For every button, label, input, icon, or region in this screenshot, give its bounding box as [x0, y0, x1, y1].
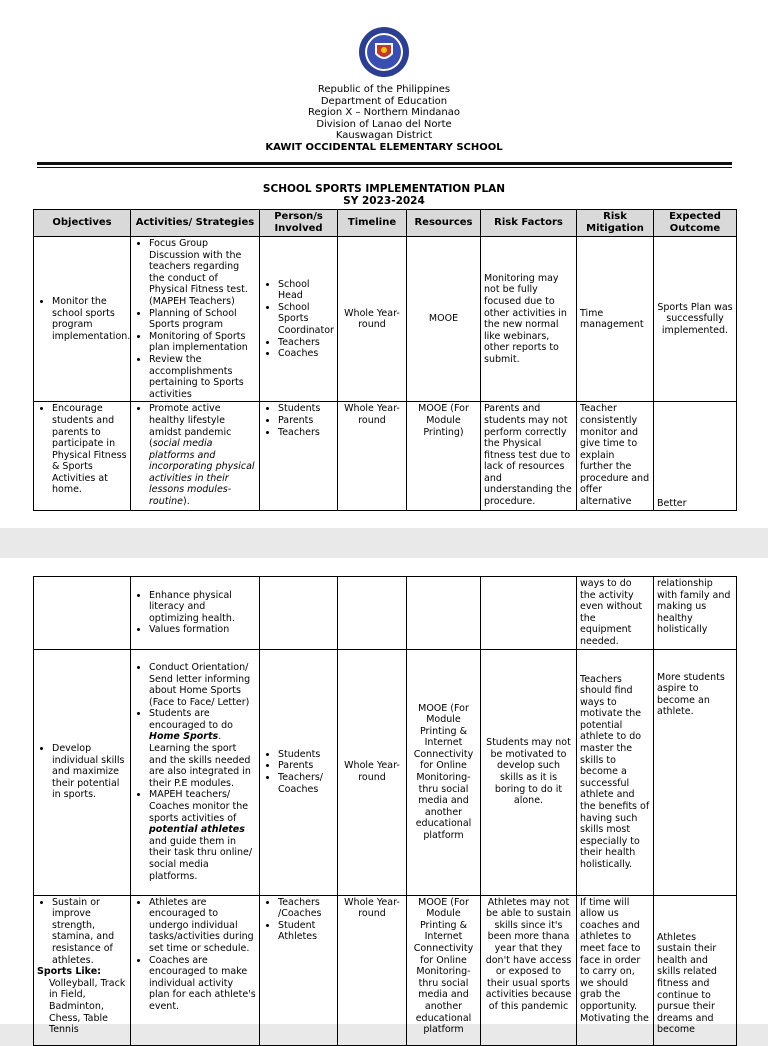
cell-objective: • Encourage students and parents to participate in Physical Fitness & Sports Activities at home.	[34, 402, 131, 511]
cell-resources: MOOE	[407, 237, 481, 402]
cell-persons: • Teachers /Coaches • Student Athletes	[260, 895, 338, 1045]
cell-risk: Athletes may not be able to sustain skills since it's been more thana year that they don't have access or exposed to their usual sports activities because of this pandemic	[481, 895, 577, 1045]
cell-outcome: Sports Plan was successfully implemented.	[654, 237, 737, 402]
deped-seal-icon	[358, 26, 410, 78]
cell-mitigation: ways to do the activity even without the equipment needed.	[577, 577, 654, 650]
cell-outcome: relationship with family and making us healthy holistically	[654, 577, 737, 650]
cell-activities: • Conduct Orientation/ Send letter informing about Home Sports (Face to Face/ Letter) • Students are encouraged to do Home Sports. Learning the sport and the skills needed are also integrated in their P.E modules. • MAPEH teachers/ Coaches monitor the sports activities of potential athletes and guide them in their task thru online/ social media platforms.	[131, 649, 260, 895]
cell-risk: Students may not be motivated to develop such skills as it is boring to do it alone.	[481, 649, 577, 895]
cell-outcome: More students aspire to become an athlete.	[654, 649, 737, 895]
table-row	[34, 237, 737, 402]
cell-timeline	[338, 577, 407, 650]
header-line-4: Division of Lanao del Norte	[316, 118, 452, 130]
cell-persons: • Students • Parents • Teachers	[260, 402, 338, 511]
table-row	[34, 895, 737, 1045]
document-page-2	[0, 558, 768, 1036]
letterhead	[0, 26, 768, 154]
plan-title-block	[0, 183, 768, 207]
col-header-expected-outcome: Expected Outcome	[654, 210, 737, 237]
cell-objective: • Monitor the school sports program implementation.	[34, 237, 131, 402]
cell-mitigation: Teachers should find ways to motivate the potential athlete to do master the skills to become a successful athlete and the benefits of having such skills most especially to their health holistically.	[577, 649, 654, 895]
cell-mitigation: If time will allow us coaches and athletes to meet face to face in order to carry on, we should grab the opportunity. Motivating the	[577, 895, 654, 1045]
table-header-row	[34, 210, 737, 237]
cell-outcome: Athletes sustain their health and skills related fitness and continue to pursue their dreams and become	[654, 895, 737, 1045]
table-row	[34, 649, 737, 895]
cell-resources: MOOE (For Module Printing & Internet Connectivity for Online Monitoring- thru social media and another educational platform	[407, 895, 481, 1045]
cell-persons: • Students • Parents • Teachers/ Coaches	[260, 649, 338, 895]
cell-activities: • Enhance physical literacy and optimizing health. • Values formation	[131, 577, 260, 650]
implementation-table-continued	[33, 576, 737, 1046]
cell-resources: MOOE (For Module Printing)	[407, 402, 481, 511]
school-name: KAWIT OCCIDENTAL ELEMENTARY SCHOOL	[265, 141, 503, 153]
cell-outcome: Better	[654, 402, 737, 511]
header-line-5: Kauswagan District	[335, 130, 433, 142]
cell-risk: Monitoring may not be fully focused due to other activities in the new normal like webinars, other reports to submit.	[481, 237, 577, 402]
cell-mitigation: Teacher consistently monitor and give time to explain further the procedure and offer alternative	[577, 402, 654, 511]
cell-persons: • School Head • School Sports Coordinator • Teachers • Coaches	[260, 237, 338, 402]
cell-timeline: Whole Year-round	[338, 895, 407, 1045]
cell-resources: MOOE (For Module Printing & Internet Connectivity for Online Monitoring- thru social media and another educational platform	[407, 649, 481, 895]
col-header-resources: Resources	[407, 210, 481, 237]
header-line-2: Department of Education	[320, 95, 448, 107]
cell-objective: • Sustain or improve strength, stamina, and resistance of athletes. Sports Like: Volleyball, Track in Field, Badminton, Chess, Table Tennis	[34, 895, 131, 1045]
sports-list: Volleyball, Track in Field, Badminton, Chess, Table Tennis	[49, 977, 126, 1036]
col-header-timeline: Timeline	[338, 210, 407, 237]
cell-objective: • Develop individual skills and maximize their potential in sports.	[34, 649, 131, 895]
cell-timeline: Whole Year-round	[338, 649, 407, 895]
cell-activities: • Focus Group Discussion with the teachers regarding the conduct of Physical Fitness test. (MAPEH Teachers) • Planning of School Sports program • Monitoring of Sports plan implementation • Review the accomplishments pertaining to Sports activities	[131, 237, 260, 402]
col-header-objectives: Objectives	[34, 210, 131, 237]
implementation-table	[33, 209, 737, 511]
table-row	[34, 577, 737, 650]
header-line-3: Region X – Northern Mindanao	[308, 107, 460, 119]
cell-risk	[481, 577, 577, 650]
cell-timeline: Whole Year-round	[338, 402, 407, 511]
header-rule-thick	[37, 162, 732, 165]
school-year: SY 2023-2024	[343, 195, 425, 207]
header-line-1: Republic of the Philippines	[317, 84, 451, 95]
cell-persons	[260, 577, 338, 650]
cell-mitigation: Time management	[577, 237, 654, 402]
cell-activities: • Athletes are encouraged to undergo individual tasks/activities during set time or schedule. • Coaches are encouraged to make individual activity plan for each athlete's event.	[131, 895, 260, 1045]
cell-resources	[407, 577, 481, 650]
col-header-persons: Person/s Involved	[260, 210, 338, 237]
cell-risk: Parents and students may not perform correctly the Physical fitness test due to lack of resources and understanding the procedure.	[481, 402, 577, 511]
col-header-risk-mitigation: Risk Mitigation	[577, 210, 654, 237]
col-header-activities: Activities/ Strategies	[131, 210, 260, 237]
cell-objective	[34, 577, 131, 650]
header-rule-thin	[37, 167, 732, 168]
cell-timeline: Whole Year-round	[338, 237, 407, 402]
col-header-risk-factors: Risk Factors	[481, 210, 577, 237]
plan-title: SCHOOL SPORTS IMPLEMENTATION PLAN	[262, 183, 506, 195]
sports-label: Sports Like:	[37, 966, 101, 978]
table-row	[34, 402, 737, 511]
cell-activities: • Promote active healthy lifestyle amidst pandemic (social media platforms and incorporating physical activities in their lessons modules-routine).	[131, 402, 260, 511]
